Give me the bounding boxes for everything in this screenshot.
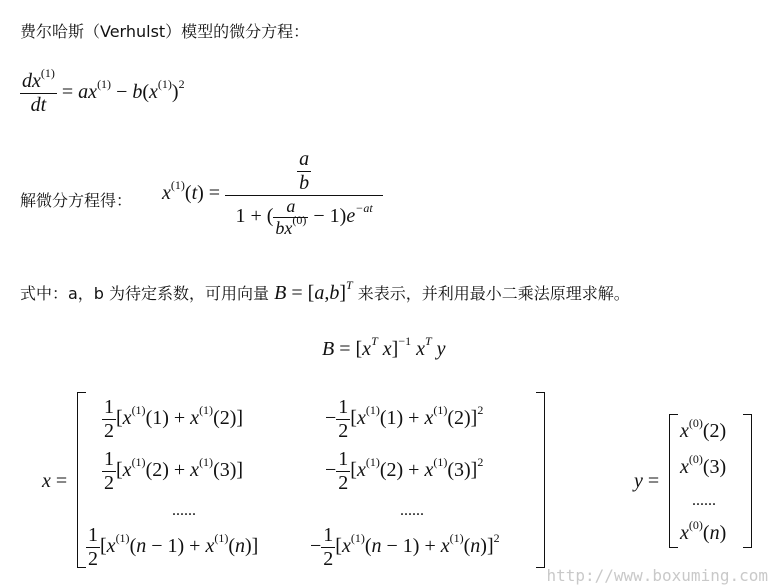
vector-b: $B = [a,b]^T$ bbox=[274, 278, 353, 304]
vector-y-dots: ...... bbox=[692, 492, 716, 509]
verhulst-equation: $\frac{dx^{(1)}}{dt}$ = $ax^{(1)} - b(x^{(1)})^2$ bbox=[22, 66, 185, 116]
matrix-x-left-bracket bbox=[77, 392, 86, 568]
matrix-x-cell: − $\frac{1}{2}$ $[x^{(1)}(n - 1) + x^{(1)}(n)]^2$ bbox=[310, 524, 500, 570]
matrix-x-cell: $\frac{1}{2}$ $[x^{(1)}(1) + x^{(1)}(2)]$ bbox=[104, 396, 244, 442]
matrix-x-dots: ...... bbox=[400, 502, 424, 519]
least-squares-formula: $B = [x^T$ x]$^{-1}$ $x^T$ y bbox=[322, 334, 446, 360]
vector-y-cell: $x^{(0)}(3)$ bbox=[680, 452, 727, 478]
solution-label: 解微分方程得： bbox=[20, 191, 133, 210]
solution-equation: $x^{(1)}(t)$ = $\frac{a}{b}$ 1 + ( $\frac{a}{bx^{(0)}}$ − $1)e^{-at}$ bbox=[162, 148, 383, 239]
matrix-x-right-bracket bbox=[536, 392, 545, 568]
intro-text: 费尔哈斯（Verhulst）模型的微分方程： bbox=[20, 22, 310, 41]
coefficients-text bbox=[20, 278, 630, 304]
vector-y-cell: $x^{(0)}(2)$ bbox=[680, 416, 727, 442]
matrix-x-label: x = bbox=[42, 470, 68, 492]
vector-y-label: y = bbox=[634, 470, 660, 492]
vector-y-right-bracket bbox=[743, 414, 752, 548]
matrix-x-cell: − $\frac{1}{2}$ $[x^{(1)}(2) + x^{(1)}(3)]^2$ bbox=[325, 448, 484, 494]
vector-y-left-bracket bbox=[669, 414, 678, 548]
matrix-x-dots: ...... bbox=[172, 502, 196, 519]
coefficients-suffix: 来表示，并利用最小二乘法原理求解。 bbox=[357, 284, 630, 303]
watermark: http://www.boxuming.com bbox=[546, 566, 768, 585]
matrix-x-cell: $\frac{1}{2}$ $[x^{(1)}(2) + x^{(1)}(3)]$ bbox=[104, 448, 244, 494]
matrix-x-cell: − $\frac{1}{2}$ $[x^{(1)}(1) + x^{(1)}(2)]^2$ bbox=[325, 396, 484, 442]
matrix-x-cell: $\frac{1}{2}$ $[x^{(1)}(n - 1) + x^{(1)}(n)]$ bbox=[88, 524, 259, 570]
coefficients-prefix: 式中：a，b 为待定系数，可用向量 bbox=[20, 284, 270, 303]
vector-y-cell: $x^{(0)}(n)$ bbox=[680, 518, 727, 544]
